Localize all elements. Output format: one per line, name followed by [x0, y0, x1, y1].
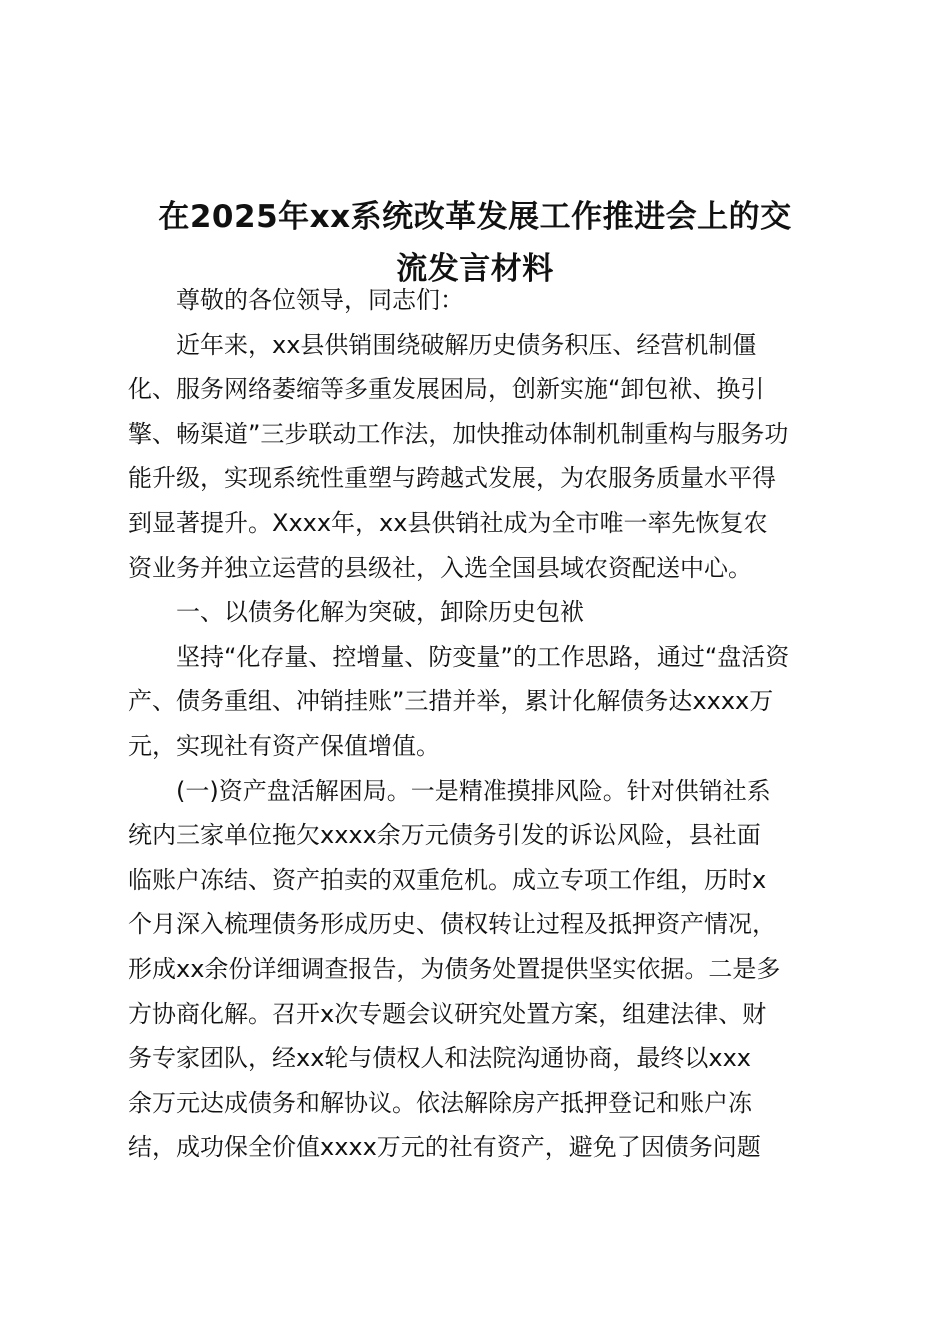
section-paragraph [128, 635, 833, 769]
text-line: 产、债务重组、冲销挂账”三措并举，累计化解债务达xxxx万 [128, 687, 774, 716]
greeting-text: 尊敬的各位领导，同志们： [176, 286, 464, 314]
text-line: 结，成功保全价值xxxx万元的社有资产，避免了因债务问题 [128, 1133, 761, 1162]
text-line: 务专家团队，经xx轮与债权人和法院沟通协商，最终以xxx [128, 1044, 752, 1073]
text-line: 余万元达成债务和解协议。依法解除房产抵押登记和账户冻 [128, 1088, 752, 1117]
text-line: 化、服务网络萎缩等多重发展困局，创新实施“卸包袱、换引 [128, 375, 765, 404]
text-line: 个月深入梳理债务形成历史、债权转让过程及抵押资产情况， [128, 910, 776, 939]
text-line: 形成xx余份详细调查报告，为债务处置提供坚实依据。二是多 [128, 954, 781, 983]
title-line: 流发言材料 [396, 250, 554, 287]
text-line: 擎、畅渠道”三步联动工作法，加快推动体制机制重构与服务功 [128, 419, 789, 448]
text-line: 临账户冻结、资产拍卖的双重危机。成立专项工作组，历时x [128, 865, 767, 894]
text-line: 方协商化解。召开x次专题会议研究处置方案，组建法律、财 [128, 999, 767, 1028]
text-line: 到显著提升。Xxxx年，xx县供销社成为全市唯一率先恢复农 [128, 508, 768, 537]
text-line: (一)资产盘活解困局。一是精准摸排风险。针对供销社系 [176, 776, 771, 805]
intro-paragraph [128, 323, 833, 591]
greeting [128, 278, 833, 323]
subsection-paragraph [128, 769, 833, 1170]
section-heading-text: 一、以债务化解为突破，卸除历史包袱 [176, 598, 584, 627]
text-line: 能升级，实现系统性重塑与跨越式发展，为农服务质量水平得 [128, 464, 776, 493]
text-line: 近年来，xx县供销围绕破解历史债务积压、经营机制僵 [176, 330, 757, 359]
section-heading [128, 590, 833, 635]
text-line: 坚持“化存量、控增量、防变量”的工作思路，通过“盘活资 [176, 642, 790, 671]
title-line: 在2025年xx系统改革发展工作推进会上的交 [158, 198, 792, 235]
text-line: 统内三家单位拖欠xxxx余万元债务引发的诉讼风险，县社面 [128, 821, 761, 850]
text-line: 资业务并独立运营的县级社，入选全国县域农资配送中心。 [128, 553, 752, 582]
text-line: 元，实现社有资产保值增值。 [128, 731, 440, 760]
document-body [128, 278, 833, 1170]
